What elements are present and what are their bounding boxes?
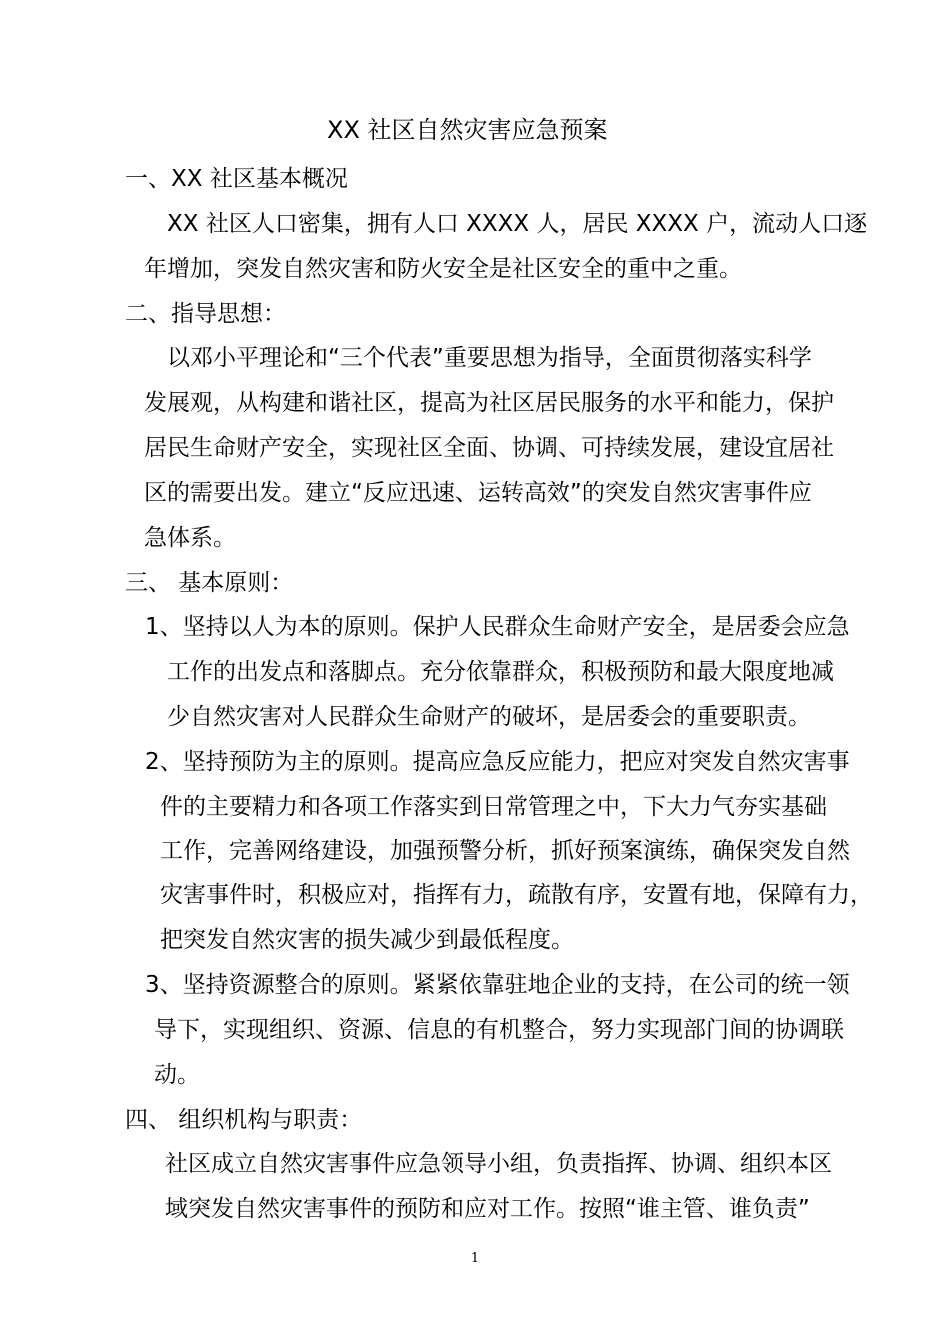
section-heading-1: 一、XX 社区基本概况	[125, 166, 348, 192]
principle-line: 3、坚持资源整合的原则。紧紧依靠驻地企业的支持，在公司的统一领	[145, 972, 850, 998]
principle-line: 导下，实现组织、资源、信息的有机整合，努力实现部门间的协调联	[154, 1017, 844, 1043]
paragraph-line: XX 社区人口密集，拥有人口 XXXX 人，居民 XXXX 户，流动人口逐	[167, 211, 868, 237]
paragraph-line: 域突发自然灾害事件的预防和应对工作。按照“谁主管、谁负责”	[165, 1196, 810, 1222]
principle-line: 工作，完善网络建设，加强预警分析，抓好预案演练，确保突发自然	[160, 838, 850, 864]
paragraph-line: 区的需要出发。建立“反应迅速、运转高效”的突发自然灾害事件应	[144, 480, 812, 506]
principle-line: 把突发自然灾害的损失减少到最低程度。	[160, 927, 574, 953]
principle-line: 件的主要精力和各项工作落实到日常管理之中，下大力气夯实基础	[160, 794, 827, 820]
page-number: 1	[470, 1251, 480, 1266]
section-heading-2: 二、指导思想：	[125, 301, 286, 327]
section-heading-3: 三、 基本原则：	[125, 570, 294, 596]
paragraph-line: 年增加，突发自然灾害和防火安全是社区安全的重中之重。	[144, 256, 742, 282]
paragraph-line: 以邓小平理论和“三个代表”重要思想为指导，全面贯彻落实科学	[167, 345, 812, 371]
principle-line: 1、坚持以人为本的原则。保护人民群众生命财产安全，是居委会应急	[145, 614, 850, 640]
principle-line: 2、坚持预防为主的原则。提高应急反应能力，把应对突发自然灾害事	[145, 749, 850, 775]
principle-line: 少自然灾害对人民群众生命财产的破坏，是居委会的重要职责。	[167, 704, 811, 730]
principle-line: 动。	[154, 1062, 200, 1088]
principle-line: 工作的出发点和落脚点。充分依靠群众，积极预防和最大限度地减	[167, 659, 834, 685]
paragraph-line: 居民生命财产安全，实现社区全面、协调、可持续发展，建设宜居社	[144, 435, 834, 461]
document-title: XX 社区自然灾害应急预案	[327, 116, 608, 144]
paragraph-line: 发展观，从构建和谐社区，提高为社区居民服务的水平和能力，保护	[144, 390, 834, 416]
paragraph-line: 急体系。	[144, 525, 236, 551]
paragraph-line: 社区成立自然灾害事件应急领导小组，负责指挥、协调、组织本区	[165, 1151, 832, 1177]
principle-line: 灾害事件时，积极应对，指挥有力，疏散有序，安置有地，保障有力，	[160, 882, 873, 908]
section-heading-4: 四、 组织机构与职责：	[125, 1107, 363, 1133]
